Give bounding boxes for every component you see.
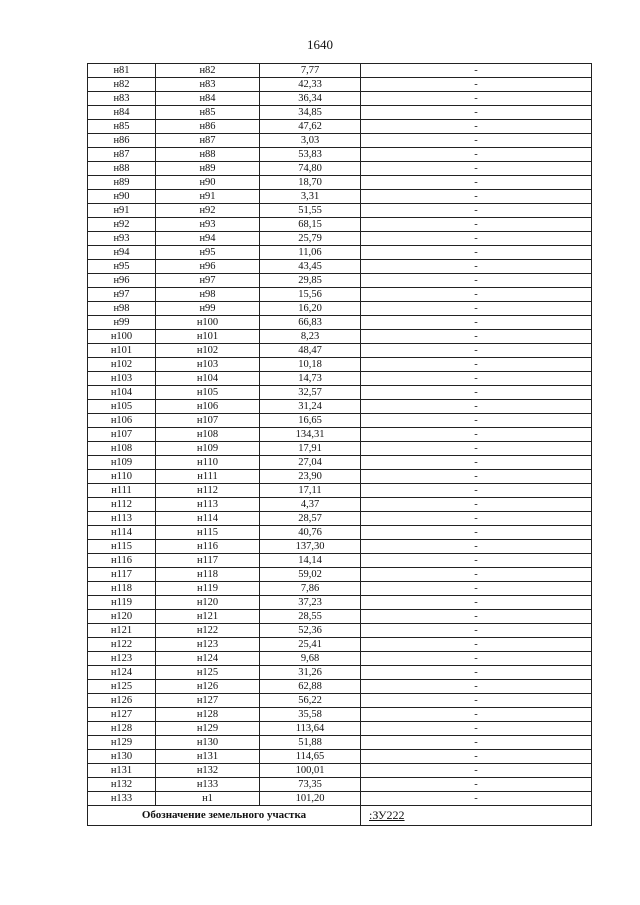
table-row [88, 330, 592, 344]
segment-length-cell: 27,04 [260, 456, 361, 470]
segment-length-cell: 32,57 [260, 386, 361, 400]
segment-length-cell: 40,76 [260, 526, 361, 540]
description-cell: - [361, 260, 592, 274]
segment-length-cell: 66,83 [260, 316, 361, 330]
to-point-cell: н118 [156, 568, 260, 582]
to-point-cell: н110 [156, 456, 260, 470]
table-row [88, 526, 592, 540]
from-point-cell: н100 [88, 330, 156, 344]
table-row [88, 78, 592, 92]
segment-length-cell: 47,62 [260, 120, 361, 134]
table-row [88, 498, 592, 512]
to-point-cell: н88 [156, 148, 260, 162]
table-row [88, 652, 592, 666]
from-point-cell: н126 [88, 694, 156, 708]
description-cell: - [361, 316, 592, 330]
table-row [88, 666, 592, 680]
description-cell: - [361, 302, 592, 316]
description-cell: - [361, 456, 592, 470]
from-point-cell: н120 [88, 610, 156, 624]
from-point-cell: н107 [88, 428, 156, 442]
to-point-cell: н129 [156, 722, 260, 736]
segment-length-cell: 31,24 [260, 400, 361, 414]
from-point-cell: н105 [88, 400, 156, 414]
to-point-cell: н121 [156, 610, 260, 624]
description-cell: - [361, 568, 592, 582]
from-point-cell: н112 [88, 498, 156, 512]
segment-length-cell: 53,83 [260, 148, 361, 162]
to-point-cell: н96 [156, 260, 260, 274]
to-point-cell: н82 [156, 64, 260, 78]
table-row [88, 120, 592, 134]
segment-length-cell: 52,36 [260, 624, 361, 638]
description-cell: - [361, 414, 592, 428]
to-point-cell: н132 [156, 764, 260, 778]
description-cell: - [361, 176, 592, 190]
page-number: 1640 [307, 37, 333, 52]
table-row [88, 722, 592, 736]
to-point-cell: н95 [156, 246, 260, 260]
from-point-cell: н108 [88, 442, 156, 456]
segment-length-cell: 35,58 [260, 708, 361, 722]
table-row [88, 372, 592, 386]
from-point-cell: н101 [88, 344, 156, 358]
from-point-cell: н116 [88, 554, 156, 568]
to-point-cell: н108 [156, 428, 260, 442]
description-cell: - [361, 582, 592, 596]
description-cell: - [361, 400, 592, 414]
from-point-cell: н86 [88, 134, 156, 148]
from-point-cell: н119 [88, 596, 156, 610]
from-point-cell: н93 [88, 232, 156, 246]
segment-length-cell: 34,85 [260, 106, 361, 120]
table-row [88, 792, 592, 806]
from-point-cell: н106 [88, 414, 156, 428]
parcel-designation-value: :ЗУ222 [361, 806, 592, 826]
description-cell: - [361, 624, 592, 638]
description-cell: - [361, 722, 592, 736]
segment-length-cell: 29,85 [260, 274, 361, 288]
description-cell: - [361, 596, 592, 610]
segment-length-cell: 37,23 [260, 596, 361, 610]
table-row [88, 442, 592, 456]
segment-length-cell: 8,23 [260, 330, 361, 344]
table-row [88, 106, 592, 120]
description-cell: - [361, 64, 592, 78]
to-point-cell: н83 [156, 78, 260, 92]
from-point-cell: н94 [88, 246, 156, 260]
description-cell: - [361, 330, 592, 344]
to-point-cell: н97 [156, 274, 260, 288]
to-point-cell: н84 [156, 92, 260, 106]
segment-length-cell: 51,55 [260, 204, 361, 218]
from-point-cell: н130 [88, 750, 156, 764]
table-row [88, 610, 592, 624]
table-row [88, 512, 592, 526]
table-row [88, 540, 592, 554]
table-row [88, 288, 592, 302]
description-cell: - [361, 372, 592, 386]
description-cell: - [361, 666, 592, 680]
table-row [88, 134, 592, 148]
from-point-cell: н99 [88, 316, 156, 330]
from-point-cell: н131 [88, 764, 156, 778]
from-point-cell: н84 [88, 106, 156, 120]
from-point-cell: н92 [88, 218, 156, 232]
to-point-cell: н89 [156, 162, 260, 176]
from-point-cell: н81 [88, 64, 156, 78]
segment-length-cell: 16,65 [260, 414, 361, 428]
from-point-cell: н83 [88, 92, 156, 106]
from-point-cell: н91 [88, 204, 156, 218]
segment-length-cell: 14,14 [260, 554, 361, 568]
to-point-cell: н106 [156, 400, 260, 414]
from-point-cell: н82 [88, 78, 156, 92]
from-point-cell: н110 [88, 470, 156, 484]
table-row [88, 64, 592, 78]
description-cell: - [361, 610, 592, 624]
from-point-cell: н103 [88, 372, 156, 386]
from-point-cell: н85 [88, 120, 156, 134]
description-cell: - [361, 274, 592, 288]
table-row [88, 232, 592, 246]
table-row [88, 162, 592, 176]
description-cell: - [361, 232, 592, 246]
segment-length-cell: 16,20 [260, 302, 361, 316]
table-row [88, 92, 592, 106]
to-point-cell: н93 [156, 218, 260, 232]
table-row [88, 708, 592, 722]
description-cell: - [361, 736, 592, 750]
to-point-cell: н131 [156, 750, 260, 764]
table-row [88, 302, 592, 316]
segment-length-cell: 100,01 [260, 764, 361, 778]
to-point-cell: н124 [156, 652, 260, 666]
boundary-table-body [88, 64, 592, 806]
description-cell: - [361, 792, 592, 806]
description-cell: - [361, 652, 592, 666]
table-row [88, 638, 592, 652]
table-row [88, 260, 592, 274]
table-row [88, 554, 592, 568]
segment-length-cell: 48,47 [260, 344, 361, 358]
description-cell: - [361, 218, 592, 232]
to-point-cell: н100 [156, 316, 260, 330]
from-point-cell: н90 [88, 190, 156, 204]
to-point-cell: н117 [156, 554, 260, 568]
table-row [88, 400, 592, 414]
description-cell: - [361, 428, 592, 442]
to-point-cell: н126 [156, 680, 260, 694]
to-point-cell: н111 [156, 470, 260, 484]
description-cell: - [361, 442, 592, 456]
segment-length-cell: 7,86 [260, 582, 361, 596]
description-cell: - [361, 540, 592, 554]
segment-length-cell: 73,35 [260, 778, 361, 792]
segment-length-cell: 101,20 [260, 792, 361, 806]
description-cell: - [361, 554, 592, 568]
description-cell: - [361, 750, 592, 764]
to-point-cell: н123 [156, 638, 260, 652]
table-row [88, 218, 592, 232]
segment-length-cell: 51,88 [260, 736, 361, 750]
to-point-cell: н102 [156, 344, 260, 358]
to-point-cell: н112 [156, 484, 260, 498]
description-cell: - [361, 246, 592, 260]
from-point-cell: н128 [88, 722, 156, 736]
segment-length-cell: 43,45 [260, 260, 361, 274]
table-row [88, 694, 592, 708]
to-point-cell: н119 [156, 582, 260, 596]
to-point-cell: н99 [156, 302, 260, 316]
table-row [88, 750, 592, 764]
description-cell: - [361, 470, 592, 484]
from-point-cell: н115 [88, 540, 156, 554]
segment-length-cell: 4,37 [260, 498, 361, 512]
to-point-cell: н114 [156, 512, 260, 526]
from-point-cell: н87 [88, 148, 156, 162]
parcel-designation-row [88, 806, 592, 826]
from-point-cell: н125 [88, 680, 156, 694]
from-point-cell: н122 [88, 638, 156, 652]
from-point-cell: н89 [88, 176, 156, 190]
segment-length-cell: 10,18 [260, 358, 361, 372]
segment-length-cell: 17,91 [260, 442, 361, 456]
segment-length-cell: 3,03 [260, 134, 361, 148]
from-point-cell: н95 [88, 260, 156, 274]
description-cell: - [361, 162, 592, 176]
segment-length-cell: 9,68 [260, 652, 361, 666]
to-point-cell: н85 [156, 106, 260, 120]
to-point-cell: н103 [156, 358, 260, 372]
segment-length-cell: 134,31 [260, 428, 361, 442]
table-row [88, 456, 592, 470]
table-row [88, 596, 592, 610]
to-point-cell: н113 [156, 498, 260, 512]
segment-length-cell: 56,22 [260, 694, 361, 708]
from-point-cell: н121 [88, 624, 156, 638]
segment-length-cell: 7,77 [260, 64, 361, 78]
description-cell: - [361, 288, 592, 302]
to-point-cell: н120 [156, 596, 260, 610]
from-point-cell: н133 [88, 792, 156, 806]
description-cell: - [361, 120, 592, 134]
table-row [88, 190, 592, 204]
from-point-cell: н129 [88, 736, 156, 750]
table-row [88, 204, 592, 218]
to-point-cell: н128 [156, 708, 260, 722]
segment-length-cell: 137,30 [260, 540, 361, 554]
to-point-cell: н125 [156, 666, 260, 680]
description-cell: - [361, 386, 592, 400]
segment-length-cell: 14,73 [260, 372, 361, 386]
description-cell: - [361, 638, 592, 652]
table-row [88, 484, 592, 498]
to-point-cell: н130 [156, 736, 260, 750]
table-row [88, 316, 592, 330]
description-cell: - [361, 680, 592, 694]
table-row [88, 778, 592, 792]
from-point-cell: н104 [88, 386, 156, 400]
table-row [88, 428, 592, 442]
description-cell: - [361, 764, 592, 778]
to-point-cell: н109 [156, 442, 260, 456]
from-point-cell: н98 [88, 302, 156, 316]
description-cell: - [361, 484, 592, 498]
table-row [88, 764, 592, 778]
table-row [88, 680, 592, 694]
description-cell: - [361, 498, 592, 512]
boundary-table [87, 63, 592, 826]
to-point-cell: н122 [156, 624, 260, 638]
to-point-cell: н94 [156, 232, 260, 246]
to-point-cell: н90 [156, 176, 260, 190]
from-point-cell: н111 [88, 484, 156, 498]
to-point-cell: н101 [156, 330, 260, 344]
description-cell: - [361, 358, 592, 372]
segment-length-cell: 15,56 [260, 288, 361, 302]
description-cell: - [361, 92, 592, 106]
segment-length-cell: 113,64 [260, 722, 361, 736]
to-point-cell: н116 [156, 540, 260, 554]
table-row [88, 582, 592, 596]
table-row [88, 414, 592, 428]
table-row [88, 736, 592, 750]
from-point-cell: н117 [88, 568, 156, 582]
from-point-cell: н88 [88, 162, 156, 176]
segment-length-cell: 74,80 [260, 162, 361, 176]
from-point-cell: н132 [88, 778, 156, 792]
to-point-cell: н1 [156, 792, 260, 806]
segment-length-cell: 62,88 [260, 680, 361, 694]
segment-length-cell: 23,90 [260, 470, 361, 484]
table-row [88, 358, 592, 372]
segment-length-cell: 59,02 [260, 568, 361, 582]
description-cell: - [361, 512, 592, 526]
segment-length-cell: 28,57 [260, 512, 361, 526]
description-cell: - [361, 694, 592, 708]
segment-length-cell: 36,34 [260, 92, 361, 106]
to-point-cell: н127 [156, 694, 260, 708]
table-row [88, 246, 592, 260]
description-cell: - [361, 526, 592, 540]
from-point-cell: н123 [88, 652, 156, 666]
table-row [88, 148, 592, 162]
description-cell: - [361, 708, 592, 722]
table-row [88, 386, 592, 400]
table-row [88, 344, 592, 358]
description-cell: - [361, 106, 592, 120]
segment-length-cell: 68,15 [260, 218, 361, 232]
to-point-cell: н98 [156, 288, 260, 302]
from-point-cell: н102 [88, 358, 156, 372]
to-point-cell: н105 [156, 386, 260, 400]
description-cell: - [361, 344, 592, 358]
parcel-designation-label: Обозначение земельного участка [88, 806, 361, 826]
to-point-cell: н107 [156, 414, 260, 428]
table-row [88, 176, 592, 190]
description-cell: - [361, 148, 592, 162]
to-point-cell: н86 [156, 120, 260, 134]
from-point-cell: н96 [88, 274, 156, 288]
from-point-cell: н127 [88, 708, 156, 722]
to-point-cell: н133 [156, 778, 260, 792]
segment-length-cell: 18,70 [260, 176, 361, 190]
table-row [88, 470, 592, 484]
segment-length-cell: 25,41 [260, 638, 361, 652]
to-point-cell: н91 [156, 190, 260, 204]
description-cell: - [361, 190, 592, 204]
to-point-cell: н92 [156, 204, 260, 218]
segment-length-cell: 114,65 [260, 750, 361, 764]
from-point-cell: н118 [88, 582, 156, 596]
from-point-cell: н113 [88, 512, 156, 526]
table-row [88, 624, 592, 638]
from-point-cell: н97 [88, 288, 156, 302]
to-point-cell: н115 [156, 526, 260, 540]
description-cell: - [361, 78, 592, 92]
segment-length-cell: 3,31 [260, 190, 361, 204]
to-point-cell: н104 [156, 372, 260, 386]
description-cell: - [361, 778, 592, 792]
from-point-cell: н124 [88, 666, 156, 680]
table-row [88, 568, 592, 582]
description-cell: - [361, 204, 592, 218]
from-point-cell: н114 [88, 526, 156, 540]
segment-length-cell: 42,33 [260, 78, 361, 92]
segment-length-cell: 31,26 [260, 666, 361, 680]
segment-length-cell: 17,11 [260, 484, 361, 498]
from-point-cell: н109 [88, 456, 156, 470]
to-point-cell: н87 [156, 134, 260, 148]
segment-length-cell: 25,79 [260, 232, 361, 246]
description-cell: - [361, 134, 592, 148]
table-row [88, 274, 592, 288]
segment-length-cell: 28,55 [260, 610, 361, 624]
segment-length-cell: 11,06 [260, 246, 361, 260]
